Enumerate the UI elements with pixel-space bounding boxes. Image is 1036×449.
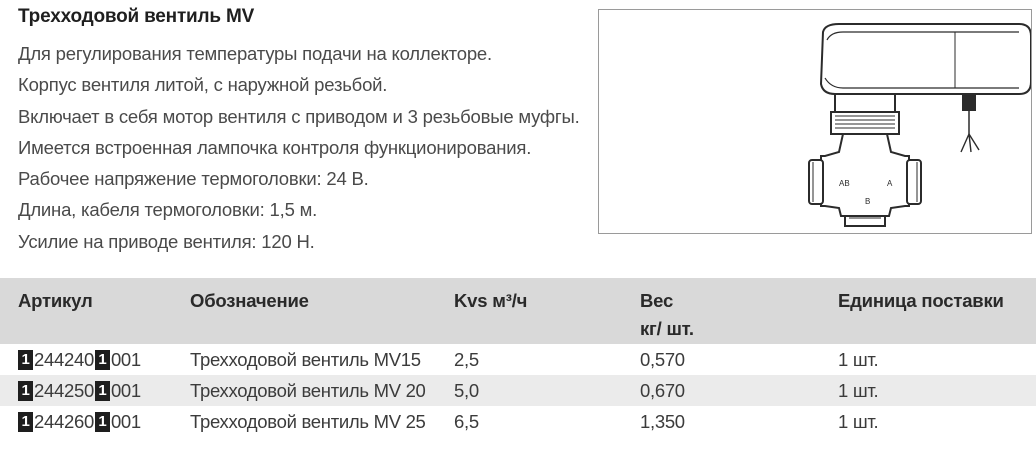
table-row [0, 344, 1036, 375]
product-table [0, 278, 1036, 437]
description-line: Для регулирования температуры подачи на коллекторе. [18, 43, 492, 64]
article-mid-box: 1 [95, 350, 110, 370]
weight-cell: 0,670 [640, 380, 685, 401]
port-label-ab: AB [839, 179, 850, 188]
header-article: Артикул [18, 290, 93, 311]
unit-cell: 1 шт. [838, 380, 879, 401]
designation-cell: Трехходовой вентиль MV15 [190, 349, 421, 370]
article-mid-box: 1 [95, 381, 110, 401]
kvs-cell: 2,5 [454, 349, 479, 370]
description-line: Длина, кабеля термоголовки: 1,5 м. [18, 199, 318, 221]
product-title: Трехходовой вентиль MV [18, 6, 255, 27]
description-line: Рабочее напряжение термоголовки: 24 В. [18, 168, 369, 190]
header-weight [640, 287, 694, 343]
valve-drawing-icon [599, 10, 1031, 233]
article-code: 244250 [34, 380, 94, 401]
article-number [18, 344, 141, 375]
valve-illustration [598, 9, 1032, 234]
header-weight-line1: Вес [640, 290, 674, 311]
designation-cell: Трехходовой вентиль MV 25 [190, 411, 426, 432]
weight-cell: 1,350 [640, 411, 685, 432]
table-row [0, 375, 1036, 406]
designation-cell: Трехходовой вентиль MV 20 [190, 380, 426, 401]
table-header [0, 278, 1036, 344]
description-line: Имеется встроенная лампочка контроля функционирования. [18, 136, 532, 158]
weight-cell: 0,570 [640, 349, 685, 370]
article-mid-box: 1 [95, 412, 110, 432]
article-code: 244260 [34, 411, 94, 432]
description-line: Включает в себя мотор вентиля с приводом и 3 резьбовые муфгы. [18, 105, 580, 127]
article-suffix: 001 [110, 380, 141, 401]
kvs-cell: 6,5 [454, 411, 479, 432]
header-kvs: Kvs м³/ч [454, 290, 528, 311]
kvs-cell: 5,0 [454, 380, 479, 401]
description-line: Корпус вентиля литой, с наружной резьбой. [18, 74, 388, 96]
article-prefix-box: 1 [18, 381, 33, 401]
product-description [18, 38, 580, 257]
article-number [18, 406, 141, 437]
article-prefix-box: 1 [18, 350, 33, 370]
header-designation: Обозначение [190, 290, 309, 311]
table-row [0, 406, 1036, 437]
unit-cell: 1 шт. [838, 411, 879, 432]
article-suffix: 001 [110, 411, 141, 432]
port-label-a: A [887, 179, 893, 188]
article-suffix: 001 [110, 349, 141, 370]
article-number [18, 375, 141, 406]
description-line: Усилие на приводе вентиля: 120 Н. [18, 230, 315, 252]
article-prefix-box: 1 [18, 412, 33, 432]
unit-cell: 1 шт. [838, 349, 879, 370]
port-label-b: B [865, 197, 871, 206]
article-code: 244240 [34, 349, 94, 370]
header-weight-line2: кг/ шт. [640, 318, 694, 339]
header-unit: Единица поставки [838, 290, 1004, 311]
